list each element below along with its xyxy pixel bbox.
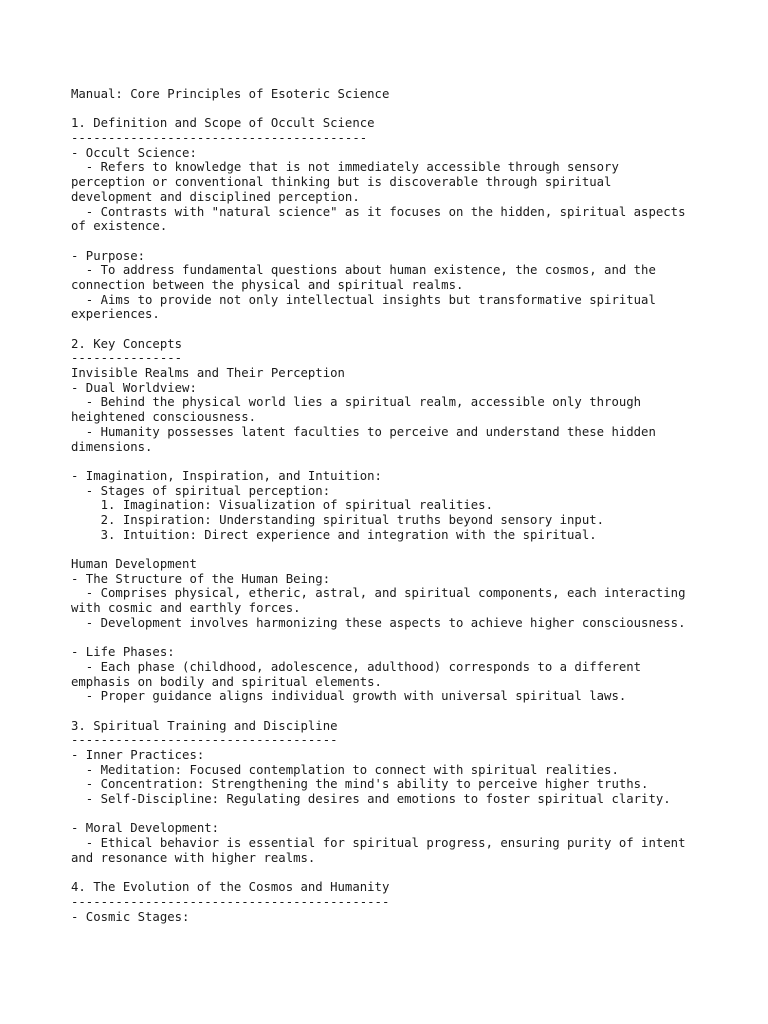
text-line: emphasis on bodily and spiritual elements. xyxy=(71,674,382,689)
section-heading: 2. Key Concepts xyxy=(71,336,183,351)
text-line: - Dual Worldview: xyxy=(71,380,197,395)
section-heading: 1. Definition and Scope of Occult Science xyxy=(71,116,375,131)
blank-line xyxy=(71,454,751,469)
blank-line xyxy=(71,542,751,557)
blank-line xyxy=(71,807,751,822)
text-line: - Imagination, Inspiration, and Intuition: xyxy=(71,468,382,483)
text-line: connection between the physical and spiritual realms. xyxy=(71,277,464,292)
section-underline: --------------- xyxy=(71,351,183,366)
list-item: 2. Inspiration: Understanding spiritual truths beyond sensory input. xyxy=(71,512,605,527)
list-item: 1. Imagination: Visualization of spiritual realities. xyxy=(71,498,493,513)
text-line: - Self-Discipline: Regulating desires and emotions to foster spiritual clarity. xyxy=(71,792,671,806)
subsection-heading: Human Development xyxy=(71,557,197,571)
document-page xyxy=(71,87,751,924)
text-line: - Stages of spiritual perception: xyxy=(71,483,331,498)
text-line: - Humanity possesses latent faculties to perceive and understand these hidden xyxy=(71,424,656,439)
text-line: - Ethical behavior is essential for spiritual progress, ensuring purity of intent xyxy=(71,836,686,851)
blank-line xyxy=(71,704,751,719)
text-line: - Concentration: Strengthening the mind's ability to perceive higher truths. xyxy=(71,777,649,792)
text-line: heightened consciousness. xyxy=(71,410,257,425)
text-line: with cosmic and earthly forces. xyxy=(71,601,301,616)
text-line: of existence. xyxy=(71,219,168,234)
text-line: development and disciplined perception. xyxy=(71,189,360,204)
list-item: 3. Intuition: Direct experience and integration with the spiritual. xyxy=(71,527,597,542)
blank-line xyxy=(71,322,751,337)
text-line: - The Structure of the Human Being: xyxy=(71,571,331,586)
text-line: - Cosmic Stages: xyxy=(71,909,190,924)
text-line: - Each phase (childhood, adolescence, adulthood) corresponds to a different xyxy=(71,659,642,674)
blank-line xyxy=(71,102,751,117)
text-line: - Behind the physical world lies a spiritual realm, accessible only through xyxy=(71,395,642,410)
text-line: - To address fundamental questions about human existence, the cosmos, and the xyxy=(71,263,656,278)
text-line: - Life Phases: xyxy=(71,645,175,660)
blank-line xyxy=(71,234,751,249)
text-line: perception or conventional thinking but is discoverable through spiritual xyxy=(71,175,612,190)
text-line: - Development involves harmonizing these aspects to achieve higher consciousness. xyxy=(71,615,686,630)
subsection-heading: Invisible Realms and Their Perception xyxy=(71,366,345,381)
document-title: Manual: Core Principles of Esoteric Science xyxy=(71,87,390,101)
text-line: - Occult Science: xyxy=(71,145,197,160)
section-underline: ---------------------------------------- xyxy=(71,131,368,146)
text-line: - Purpose: xyxy=(71,248,146,263)
text-line: - Refers to knowledge that is not immediately accessible through sensory xyxy=(71,160,619,175)
text-line: - Moral Development: xyxy=(71,821,220,836)
text-line: - Meditation: Focused contemplation to connect with spiritual realities. xyxy=(71,762,619,777)
text-line: - Aims to provide not only intellectual insights but transformative spiritual xyxy=(71,292,656,307)
text-line: - Contrasts with "natural science" as it focuses on the hidden, spiritual aspects xyxy=(71,204,686,219)
section-heading: 4. The Evolution of the Cosmos and Humanity xyxy=(71,880,390,895)
blank-line xyxy=(71,865,751,880)
text-line: experiences. xyxy=(71,307,160,322)
text-line: - Comprises physical, etheric, astral, and spiritual components, each interacting xyxy=(71,586,686,601)
section-underline: ------------------------------------ xyxy=(71,733,338,748)
text-line: - Proper guidance aligns individual growth with universal spiritual laws. xyxy=(71,689,627,704)
blank-line xyxy=(71,630,751,645)
section-underline: ------------------------------------------- xyxy=(71,894,390,909)
section-heading: 3. Spiritual Training and Discipline xyxy=(71,718,338,733)
text-line: and resonance with higher realms. xyxy=(71,850,316,865)
text-line: - Inner Practices: xyxy=(71,747,205,762)
text-line: dimensions. xyxy=(71,439,153,454)
